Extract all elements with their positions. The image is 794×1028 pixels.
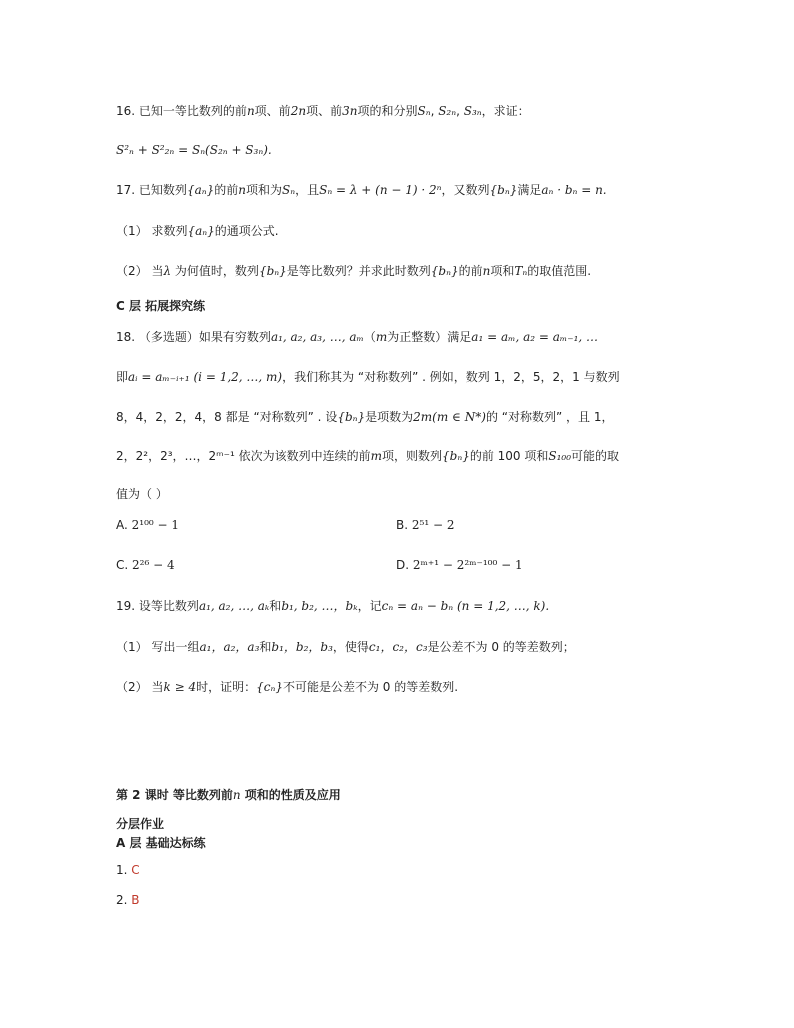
option-label: C. (116, 558, 129, 572)
q18-line4-d: 可能的取 (571, 449, 620, 463)
answer-value: C (131, 863, 140, 877)
q19-text-c: ，记 (357, 599, 382, 613)
q18-line2 (116, 368, 620, 386)
answer-label: 1. (116, 863, 128, 877)
q17-part2 (116, 262, 591, 280)
math-sn: Sₙ (282, 183, 296, 197)
math-2n: 2n (290, 104, 307, 118)
q19-part1-e: ，使得 (332, 640, 369, 654)
q17-part2-text-f: 的取值范围. (527, 264, 592, 278)
q19-part2-c: 不可能是公差不为 0 的等差数列. (282, 680, 459, 694)
math-n: n (246, 104, 255, 118)
q18-line4-b: 项，则数列 (382, 449, 443, 463)
q19-part1-d: b₁，b₂，b₃ (271, 640, 333, 654)
answer-value: B (131, 893, 140, 907)
math-bn: {bₙ} (258, 264, 287, 278)
math-s100: S₁₀₀ (548, 449, 572, 463)
answer-item (116, 861, 140, 879)
q16-number: 16. (116, 104, 136, 118)
q19-part2 (116, 678, 458, 696)
q18-line2-b: ，我们称其为 “对称数列” . 例如，数列 1，2，5，2，1 与数列 (282, 370, 620, 384)
q18-text-a: （多选题）如果有穷数列 (138, 330, 271, 344)
q17-formula: Sₙ = λ + (n − 1) · 2ⁿ (319, 183, 442, 197)
q17-part2-text-d: 的前 (458, 264, 483, 278)
q18-line3-c: 的 “对称数列” ，且 1， (485, 410, 614, 424)
q17-part1-label: （1） (116, 224, 148, 238)
q17-text-e: ，又数列 (441, 183, 490, 197)
section-a-title: A 层 基础达标练 (116, 836, 206, 850)
q19-part1-c: 和 (259, 640, 272, 654)
option-value: 2⁵¹ − 2 (411, 518, 455, 532)
math-s3n: S₃ₙ (463, 104, 482, 118)
q17-part2-text-c: 是等比数列？并求此时数列 (286, 264, 431, 278)
q19-part1-a: 写出一组 (151, 640, 200, 654)
option-value: 2¹⁰⁰ − 1 (131, 518, 180, 532)
q18-line3-b: 是项数为 (365, 410, 414, 424)
q17-part1 (116, 222, 279, 240)
q17-number: 17. (116, 183, 136, 197)
math-tn: Tₙ (514, 264, 528, 278)
q16-text-c: 项、前 (306, 104, 343, 118)
q19-number: 19. (116, 599, 136, 613)
q19-text-a: 设等比数列 (138, 599, 199, 613)
math-m: m (375, 330, 388, 344)
q18-cond: a₁ = aₘ, a₂ = aₘ₋₁, … (471, 330, 599, 344)
q19-part2-a: 当 (151, 680, 164, 694)
q17-text-f: 满足 (517, 183, 542, 197)
math-bn: {bₙ} (442, 449, 470, 463)
q19-part2-label: （2） (116, 680, 148, 694)
answer-label: 2. (116, 893, 128, 907)
math-bn: {bₙ} (489, 183, 518, 197)
q16-text-d: 项的和分别 (357, 104, 418, 118)
q17-part2-text-b: 为何值时，数列 (174, 264, 259, 278)
q18-line3-eq: 2m(m ∈ N*) (413, 410, 486, 424)
q18-line1 (116, 328, 598, 346)
option-value: 2²⁶ − 4 (132, 558, 175, 572)
q17-text-a: 已知数列 (138, 183, 187, 197)
homework-title: 分层作业 (116, 817, 165, 831)
q16-text-b: 项、前 (254, 104, 291, 118)
math-n: n (232, 788, 241, 802)
q19-text-b: 和 (269, 599, 282, 613)
q17-part2-text-a: 当 (151, 264, 164, 278)
q18-line5: 值为（ ） (116, 487, 168, 501)
option-value: 2ᵐ⁺¹ − 2²ᵐ⁻¹⁰⁰ − 1 (412, 558, 523, 572)
q17-part2-text-e: 项和 (490, 264, 515, 278)
q19-seq-a: a₁, a₂, …, aₖ (198, 599, 270, 613)
q18-option-d (396, 556, 523, 574)
q19-part1-f: c₁，c₂，c₃ (368, 640, 428, 654)
q19-part1-b: a₁，a₂，a₃ (199, 640, 260, 654)
q19-part2-cond: k ≥ 4 (163, 680, 197, 694)
q18-seq: a₁, a₂, a₃, …, aₘ (270, 330, 364, 344)
answer-item (116, 891, 140, 909)
q17-part1-text-b: 的通项公式. (214, 224, 279, 238)
math-n: n (482, 264, 491, 278)
math-sn: Sₙ (417, 104, 431, 118)
lesson-title (116, 786, 341, 804)
q19-seq-b: b₁, b₂, …，bₖ (281, 599, 358, 613)
q18-line3-a: 8，4，2，2，4，8 都是 “对称数列” . 设 (116, 410, 338, 424)
math-an: {aₙ} (187, 224, 215, 238)
math-an: {aₙ} (186, 183, 215, 197)
q18-text-b: （ (363, 330, 376, 344)
q19-line1 (116, 597, 549, 615)
q17-part1-text-a: 求数列 (151, 224, 188, 238)
q18-option-c (116, 556, 175, 574)
q18-line3 (116, 408, 613, 426)
option-label: B. (396, 518, 409, 532)
lesson-title-b: 项和的性质及应用 (240, 788, 341, 802)
q16-text-e: ，求证： (481, 104, 530, 118)
q17-text-c: 项和为 (245, 183, 282, 197)
section-c-title: C 层 拓展探究练 (116, 299, 206, 313)
math-bn: {bₙ} (430, 264, 459, 278)
q19-part1-g: 是公差不为 0 的等差数列； (427, 640, 575, 654)
math-bn: {bₙ} (337, 410, 366, 424)
q18-option-a (116, 516, 179, 534)
q18-text-c: 为正整数）满足 (387, 330, 472, 344)
q18-line4-c: 的前 100 项和 (469, 449, 549, 463)
q17-line1 (116, 181, 607, 199)
q19-part2-set: {cₙ} (256, 680, 283, 694)
q17-text-b: 的前 (214, 183, 239, 197)
q18-line2-eq: aᵢ = aₘ₋ᵢ₊₁ (i = 1,2, …, m) (128, 370, 283, 384)
math-3n: 3n (342, 104, 358, 118)
q18-option-b (396, 516, 454, 534)
option-label: A. (116, 518, 128, 532)
q18-line2-a: 即 (116, 370, 129, 384)
q17-part2-label: （2） (116, 264, 148, 278)
q16-equation (116, 141, 272, 159)
q19-part2-b: 时，证明： (196, 680, 257, 694)
q17-cond: aₙ · bₙ = n. (541, 183, 607, 197)
lesson-title-a: 第 2 课时 等比数列前 (116, 788, 233, 802)
option-label: D. (396, 558, 410, 572)
q19-part1-label: （1） (116, 640, 148, 654)
math-n: n (238, 183, 246, 197)
math-m: m (370, 449, 382, 463)
q17-text-d: ，且 (295, 183, 320, 197)
q16-text: 已知一等比数列的前 (138, 104, 247, 118)
q19-part1 (116, 638, 575, 656)
math-lambda: λ (163, 264, 172, 278)
q18-line4 (116, 447, 619, 465)
q16-line1: 16. 已知一等比数列的前n项、前2n项、前3n项的和分别Sₙ, S₂ₙ, S₃ₙ，求证： (116, 104, 530, 118)
q16-formula: S²ₙ + S²₂ₙ = Sₙ(S₂ₙ + S₃ₙ). (116, 143, 272, 157)
math-s2n: S₂ₙ (438, 104, 457, 118)
q19-def: cₙ = aₙ − bₙ (n = 1,2, …, k). (381, 599, 550, 613)
q18-number: 18. (116, 330, 136, 344)
q18-line4-a: 2，2²，2³，…，2ᵐ⁻¹ 依次为该数列中连续的前 (116, 449, 371, 463)
